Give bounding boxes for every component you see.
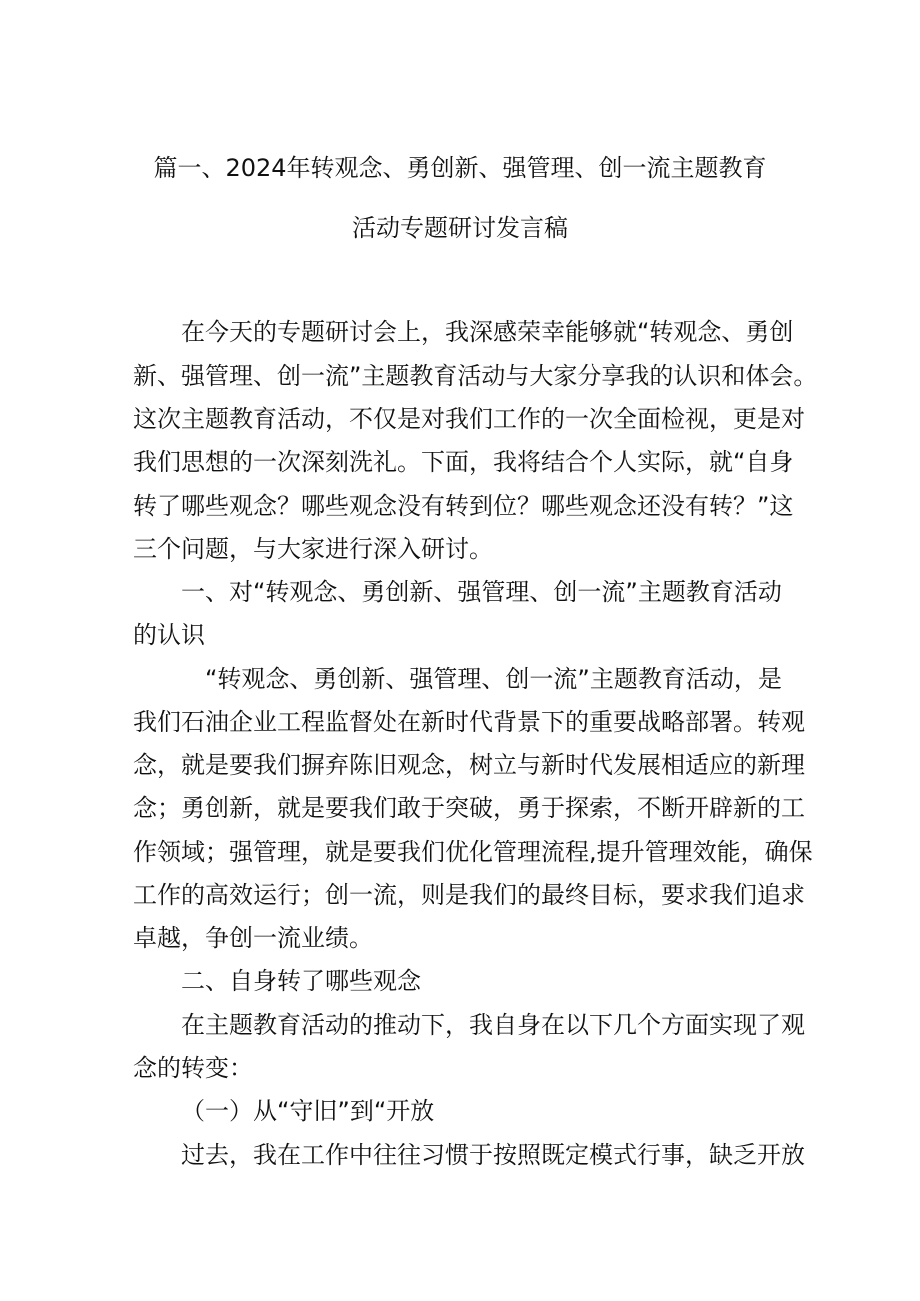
body-line: 念，就是要我们摒弃陈旧观念，树立与新时代发展相适应的新理 — [133, 751, 805, 779]
section-heading-line: 一、对“转观念、勇创新、强管理、创一流”主题教育活动 — [181, 578, 782, 606]
body-line: 这次主题教育活动，不仅是对我们工作的一次全面检视，更是对 — [133, 405, 805, 433]
section-heading-line: 的认识 — [133, 621, 205, 649]
body-line: 念的转变： — [133, 1054, 253, 1082]
body-line: 三个问题，与大家进行深入研讨。 — [133, 535, 493, 563]
body-line: “转观念、勇创新、强管理、创一流”主题教育活动，是 — [205, 665, 782, 693]
document-title-line-2: 活动专题研讨发言稿 — [352, 214, 568, 242]
body-line: 我们思想的一次深刻洗礼。下面，我将结合个人实际，就“自身 — [133, 448, 794, 476]
body-line: 过去，我在工作中往往习惯于按照既定模式行事，缺乏开放 — [181, 1141, 805, 1169]
body-line: 念；勇创新，就是要我们敢于突破，勇于探索，不断开辟新的工 — [133, 794, 805, 822]
body-line: 我们石油企业工程监督处在新时代背景下的重要战略部署。转观 — [133, 708, 805, 736]
body-line: 转了哪些观念？哪些观念没有转到位？哪些观念还没有转？”这 — [133, 492, 794, 520]
body-line: 作领域；强管理，就是要我们优化管理流程,提升管理效能，确保 — [133, 838, 813, 866]
section-heading-line: 二、自身转了哪些观念 — [181, 967, 421, 995]
body-line: 新、强管理、创一流”主题教育活动与大家分享我的认识和体会。 — [133, 362, 818, 390]
body-line: 在主题教育活动的推动下，我自身在以下几个方面实现了观 — [181, 1011, 805, 1039]
document-title-line-1: 篇一、2024年转观念、勇创新、强管理、创一流主题教育 — [153, 154, 767, 182]
body-line: 在今天的专题研讨会上，我深感荣幸能够就“转观念、勇创 — [181, 318, 794, 346]
body-line: 工作的高效运行；创一流，则是我们的最终目标，要求我们追求 — [133, 881, 805, 909]
body-line: 卓越，争创一流业绩。 — [133, 924, 373, 952]
subsection-heading-line: （一）从“守旧”到“开放 — [181, 1097, 435, 1125]
